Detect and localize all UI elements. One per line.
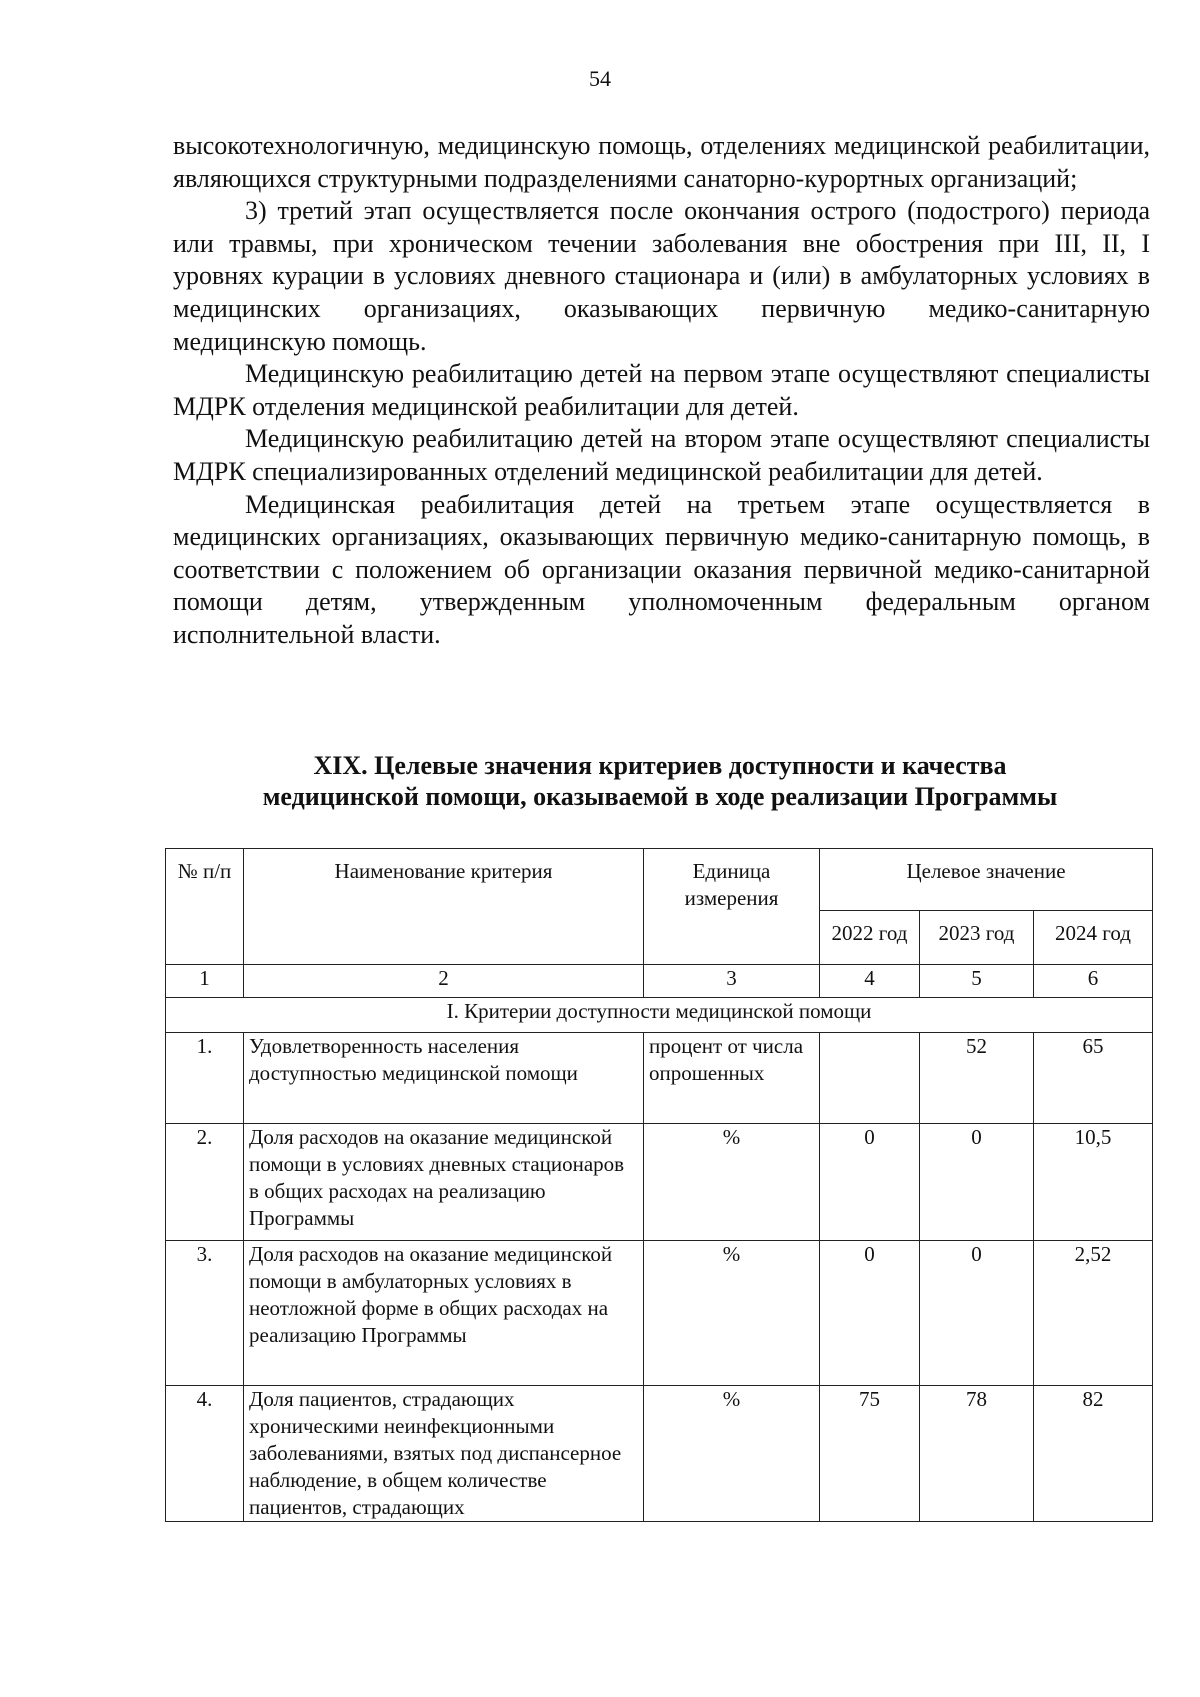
row-value-2022: 0 [820, 1241, 920, 1386]
row-unit: процент от числа опрошенных [644, 1033, 820, 1124]
header-target: Целевое значение [820, 849, 1153, 911]
row-value-2023: 0 [920, 1124, 1034, 1241]
row-unit: % [644, 1241, 820, 1386]
table-row [166, 1124, 1153, 1241]
row-unit: % [644, 1386, 820, 1522]
section-heading-line-1: XIX. Целевые значения критериев доступности и качества [313, 751, 1007, 780]
row-value-2023: 0 [920, 1241, 1034, 1386]
row-value-2022: 75 [820, 1386, 920, 1522]
header-name: Наименование критерия [244, 849, 644, 965]
table-row [166, 1241, 1153, 1386]
header-num: № п/п [166, 849, 244, 965]
header-year-2024: 2024 год [1034, 911, 1153, 965]
table-row [166, 1033, 1153, 1124]
row-name: Доля расходов на оказание медицинской помощи в амбулаторных условиях в неотложной форме в общих расходах на реализацию Программы [244, 1241, 644, 1386]
paragraph-continuation: высокотехнологичную, медицинскую помощь, отделениях медицинской реабилитации, являющихся структурными подразделениями санаторно-курортных организаций; [173, 131, 1150, 193]
row-value-2023: 52 [920, 1033, 1034, 1124]
row-name: Доля расходов на оказание медицинской помощи в условиях дневных стационаров в общих расходах на реализацию Программы [244, 1124, 644, 1241]
table-header-row [166, 849, 1153, 911]
column-number: 5 [920, 965, 1034, 998]
table-row [166, 1386, 1153, 1522]
section-row [166, 998, 1153, 1033]
header-year-2022: 2022 год [820, 911, 920, 965]
row-value-2024: 82 [1034, 1386, 1153, 1522]
paragraph-third-stage: 3) третий этап осуществляется после окончания острого (подострого) периода или травмы, при хроническом течении заболевания вне обострения при III, II, I уровнях курации в условиях дневного стационара и (или) в амбулаторных условиях в медицинских организациях, оказывающих первичную медико-санитарную медицинскую помощь. [173, 196, 1150, 356]
row-num: 3. [166, 1241, 244, 1386]
column-number: 2 [244, 965, 644, 998]
header-year-2023: 2023 год [920, 911, 1034, 965]
section-title: I. Критерии доступности медицинской помощи [166, 998, 1153, 1033]
body-text [173, 130, 1150, 652]
row-value-2022 [820, 1033, 920, 1124]
column-number: 4 [820, 965, 920, 998]
paragraph-first-stage-children: Медицинскую реабилитацию детей на первом этапе осуществляют специалисты МДРК отделения медицинской реабилитации для детей. [173, 359, 1150, 421]
column-number: 3 [644, 965, 820, 998]
criteria-table [165, 848, 1153, 1522]
row-name: Удовлетворенность населения доступностью медицинской помощи [244, 1033, 644, 1124]
row-value-2022: 0 [820, 1124, 920, 1241]
row-value-2024: 10,5 [1034, 1124, 1153, 1241]
column-number: 6 [1034, 965, 1153, 998]
paragraph-second-stage-children: Медицинскую реабилитацию детей на втором этапе осуществляют специалисты МДРК специализированных отделений медицинской реабилитации для детей. [173, 424, 1150, 486]
paragraph-third-stage-children: Медицинская реабилитация детей на третьем этапе осуществляется в медицинских организациях, оказывающих первичную медико-санитарную помощь, в соответствии с положением об организации оказания первичной медико-санитарной помощи детям, утвержденным уполномоченным федеральным органом исполнительной власти. [173, 489, 1150, 649]
row-num: 2. [166, 1124, 244, 1241]
row-num: 1. [166, 1033, 244, 1124]
row-value-2023: 78 [920, 1386, 1034, 1522]
row-value-2024: 2,52 [1034, 1241, 1153, 1386]
column-number-row [166, 965, 1153, 998]
row-value-2024: 65 [1034, 1033, 1153, 1124]
column-number: 1 [166, 965, 244, 998]
row-unit: % [644, 1124, 820, 1241]
section-heading [150, 750, 1170, 812]
header-unit: Единица измерения [644, 849, 820, 965]
row-num: 4. [166, 1386, 244, 1522]
page-number: 54 [589, 66, 611, 91]
row-name: Доля пациентов, страдающих хроническими неинфекционными заболеваниями, взятых под диспансерное наблюдение, в общем количестве пациентов, страдающих [244, 1386, 644, 1522]
section-heading-line-2: медицинской помощи, оказываемой в ходе реализации Программы [262, 782, 1058, 811]
